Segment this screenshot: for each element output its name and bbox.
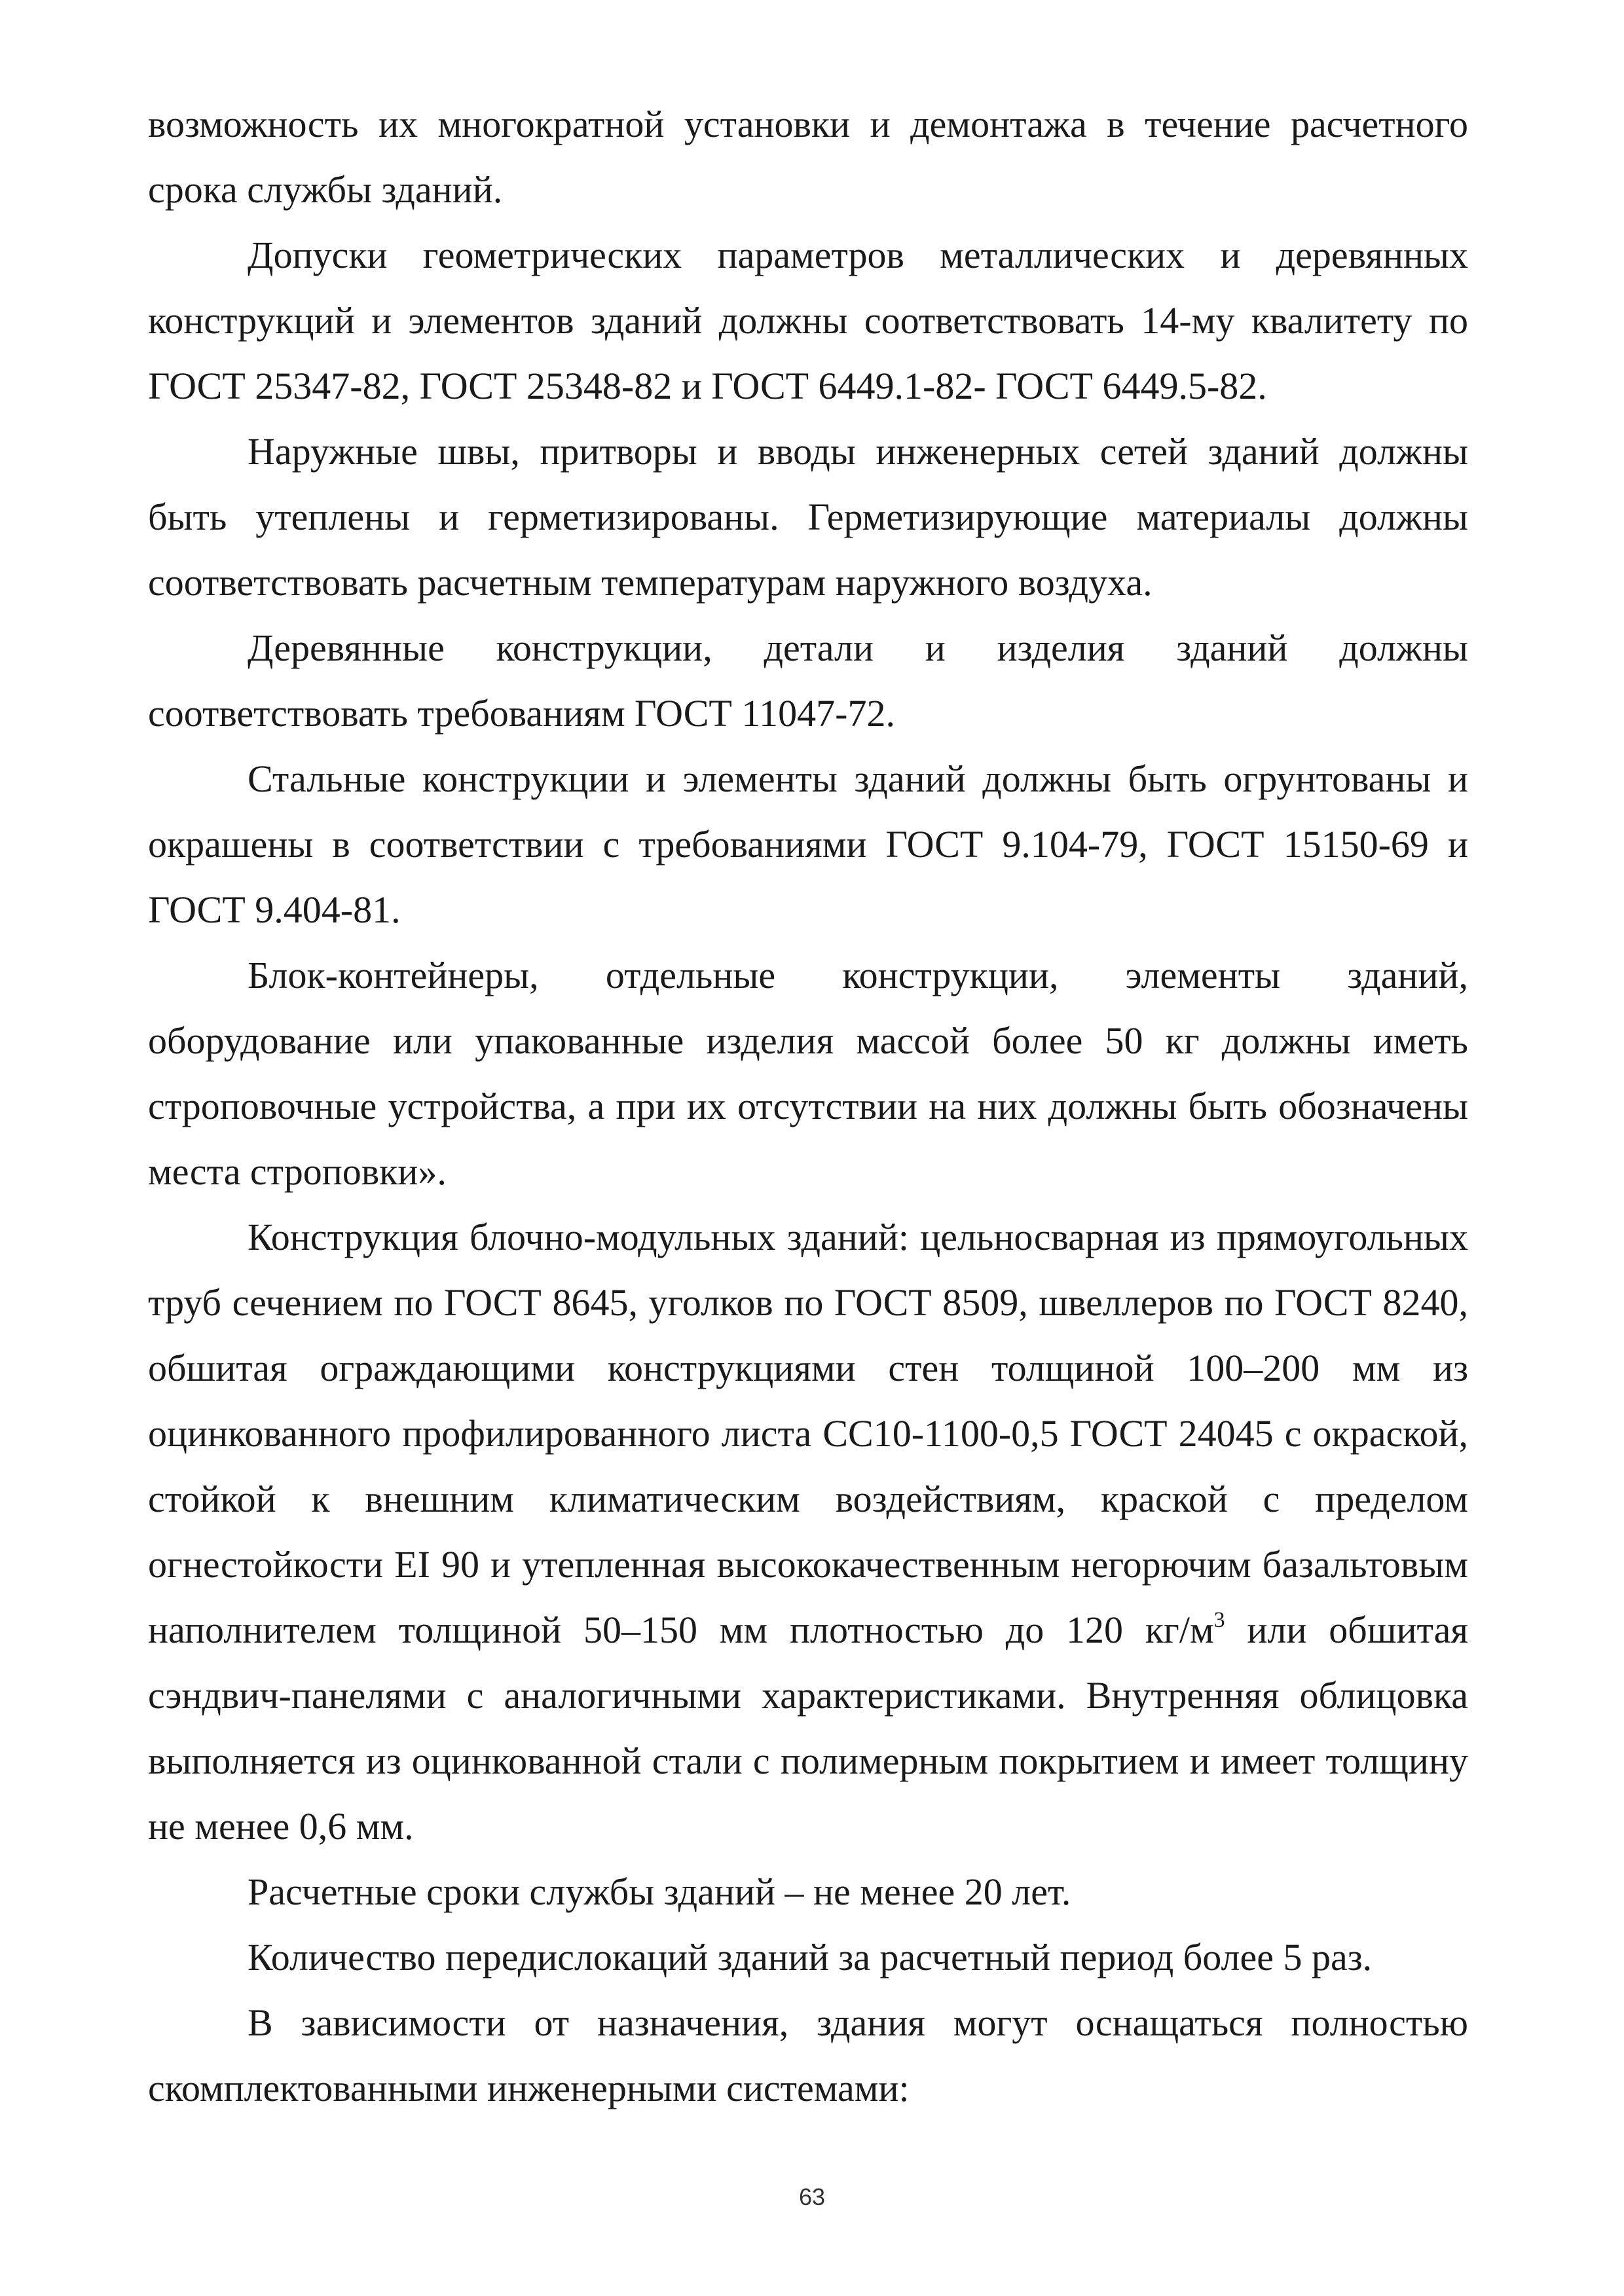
superscript-cubic: 3 (1213, 1608, 1225, 1632)
paragraph-relocations: Количество передислокаций зданий за расчетный период более 5 раз. (248, 1936, 1373, 1978)
paragraph-modular-construction (148, 1205, 1468, 1859)
paragraph-slinging-devices: Блок-контейнеры, отдельные конструкции, элементы зданий, оборудование или упакованные изделия массой более 50 кг должны иметь строповочные устройства, а при их отсутствии на них должны быть обозначены места строповки». (148, 954, 1468, 1193)
paragraph-seams-insulation: Наружные швы, притворы и вводы инженерных сетей зданий должны быть утеплены и герметизированы. Герметизирующие материалы должны соответствовать расчетным температурам наружного воздуха. (148, 430, 1468, 604)
document-body (148, 92, 1468, 2121)
paragraph-steel-structures: Стальные конструкции и элементы зданий должны быть огрунтованы и окрашены в соответствии с требованиями ГОСТ 9.104-79, ГОСТ 15150-69 и ГОСТ 9.404-81. (148, 757, 1468, 931)
paragraph-tolerances: Допуски геометрических параметров металлических и деревянных конструкций и элементов зданий должны соответствовать 14-му квалитету по ГОСТ 25347-82, ГОСТ 25348-82 и ГОСТ 6449.1-82- ГОСТ 6449.5-82. (148, 234, 1468, 407)
construction-text-part-1: Конструкция блочно-модульных зданий: цельносварная из прямоугольных труб сечением по ГОСТ 8645, уголков по ГОСТ 8509, швеллеров по ГОСТ 8240, обшитая ограждающими конструкциями стен толщиной 100–200 мм из оцинкованного профилированного листа СС10-1100-0,5 ГОСТ 24045 с окраской, стойкой к внешним климатическим воздействиям, краской с пределом огнестойкости EI 90 и утепленная высококачественным негорючим базальтовым наполнителем толщиной 50–150 мм плотностью до 120 кг/м (148, 1216, 1468, 1651)
construction-text-part-2: или обшитая сэндвич-панелями с аналогичными характеристиками. Внутренняя облицовка выполняется из оцинкованной стали с полимерным покрытием и имеет толщину не менее 0,6 мм. (148, 1609, 1468, 1848)
page-number: 63 (798, 2183, 826, 2210)
paragraph-wooden-structures: Деревянные конструкции, детали и изделия зданий должны соответствовать требованиям ГОСТ 11047-72. (148, 627, 1468, 735)
paragraph-continuation: возможность их многократной установки и демонтажа в течение расчетного срока службы зданий. (148, 103, 1468, 211)
paragraph-service-life: Расчетные сроки службы зданий – не менее 20 лет. (248, 1870, 1071, 1913)
paragraph-engineering-systems: В зависимости от назначения, здания могут оснащаться полностью скомплектованными инженерными системами: (148, 2001, 1468, 2109)
